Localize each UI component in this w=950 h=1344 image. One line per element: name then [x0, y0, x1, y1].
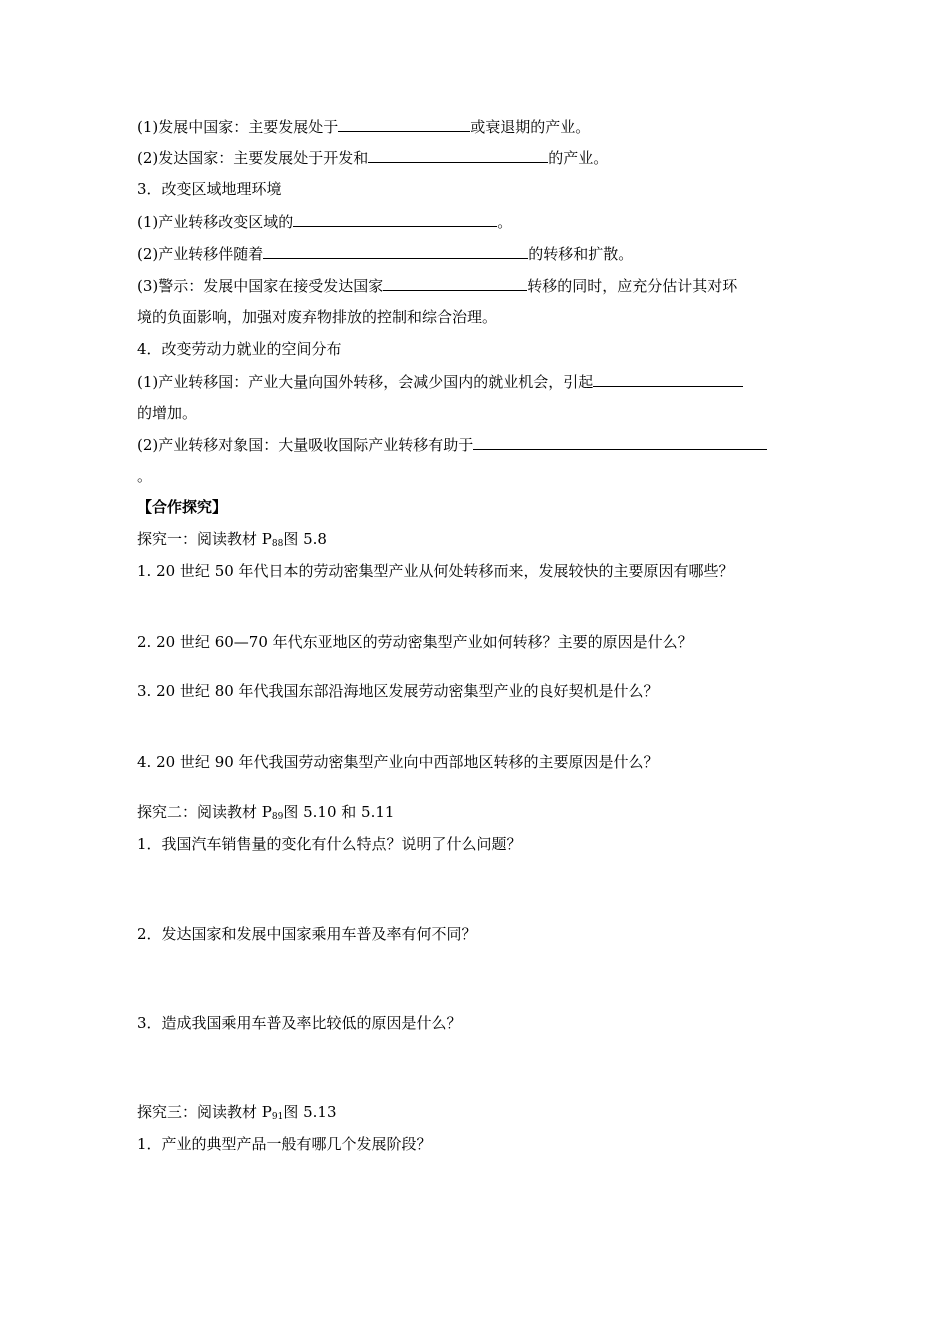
fill-line-1 — [137, 116, 590, 136]
text: 的转移和扩散。 — [528, 245, 634, 263]
fill-line-6 — [137, 275, 737, 295]
explore3-heading — [137, 1102, 337, 1122]
explore1-question-3: 3. 20 世纪 80 年代我国东部沿海地区发展劳动密集型产业的良好契机是什么？ — [137, 682, 659, 700]
cooperation-title: 【合作探究】 — [137, 498, 228, 516]
fill-line-4 — [137, 211, 512, 231]
page-subscript: 88 — [271, 539, 284, 549]
explore1-question-2: 2. 20 世纪 60—70 年代东亚地区的劳动密集型产业如何转移？主要的原因是什么？ — [137, 633, 693, 651]
text: (1)发展中国家：主要发展处于 — [137, 118, 339, 136]
text: 图 5.10 和 5.11 — [283, 803, 395, 821]
text: (2)发达国家：主要发展处于开发和 — [137, 149, 369, 167]
text: 或衰退期的产业。 — [470, 118, 591, 136]
text: 探究二：阅读教材 P — [137, 803, 272, 821]
explore2-question-3: 3．造成我国乘用车普及率比较低的原因是什么？ — [137, 1014, 462, 1032]
text: 探究一：阅读教材 P — [137, 530, 272, 548]
explore1-question-1: 1. 20 世纪 50 年代日本的劳动密集型产业从何处转移而来，发展较快的主要原因有哪些？ — [137, 562, 734, 580]
answer-blank[interactable] — [473, 434, 767, 450]
section-heading-3: 3．改变区域地理环境 — [137, 180, 282, 198]
text-line-12: 。 — [137, 467, 153, 485]
answer-blank[interactable] — [338, 116, 470, 132]
answer-blank[interactable] — [593, 371, 743, 387]
text: 图 5.13 — [283, 1103, 337, 1121]
text-line-10: 的增加。 — [137, 404, 198, 422]
text: 的产业。 — [548, 149, 609, 167]
text: (1)产业转移国：产业大量向国外转移，会减少国内的就业机会，引起 — [137, 373, 594, 391]
answer-blank[interactable] — [368, 147, 548, 163]
text-line-7: 境的负面影响，加强对废弃物排放的控制和综合治理。 — [137, 308, 498, 326]
text: 探究三：阅读教材 P — [137, 1103, 272, 1121]
text: (2)产业转移伴随着 — [137, 245, 264, 263]
explore2-question-2: 2．发达国家和发展中国家乘用车普及率有何不同？ — [137, 925, 477, 943]
fill-line-5 — [137, 243, 633, 263]
answer-blank[interactable] — [263, 243, 528, 259]
fill-line-9 — [137, 371, 743, 391]
explore1-heading — [137, 529, 327, 549]
fill-line-2 — [137, 147, 608, 167]
fill-line-11 — [137, 434, 767, 454]
section-heading-4: 4．改变劳动力就业的空间分布 — [137, 340, 342, 358]
explore1-question-4: 4. 20 世纪 90 年代我国劳动密集型产业向中西部地区转移的主要原因是什么？ — [137, 753, 659, 771]
text: (3)警示：发展中国家在接受发达国家 — [137, 277, 384, 295]
text: (1)产业转移改变区域的 — [137, 213, 294, 231]
explore2-question-1: 1．我国汽车销售量的变化有什么特点？说明了什么问题？ — [137, 835, 522, 853]
text: 图 5.8 — [283, 530, 327, 548]
text: 转移的同时，应充分估计其对环 — [527, 277, 738, 295]
explore2-heading — [137, 802, 394, 822]
answer-blank[interactable] — [293, 211, 497, 227]
page-subscript: 91 — [271, 1112, 284, 1122]
explore3-question-1: 1．产业的典型产品一般有哪几个发展阶段？ — [137, 1135, 432, 1153]
page-subscript: 89 — [271, 812, 284, 822]
text: 。 — [497, 213, 513, 231]
text: (2)产业转移对象国：大量吸收国际产业转移有助于 — [137, 436, 474, 454]
answer-blank[interactable] — [383, 275, 527, 291]
